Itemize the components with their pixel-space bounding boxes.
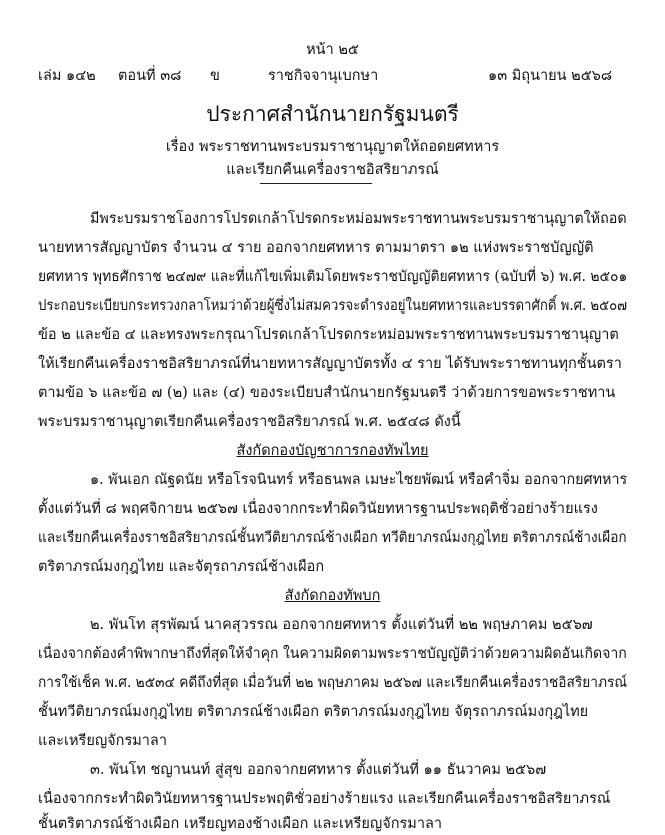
- entry-2-line: ๒. พันโท สุรพัฒน์ นาคสุวรรณ ออกจากยศทหาร ตั้งแต่วันที่ ๒๒ พฤษภาคม ๒๕๖๗: [90, 617, 593, 633]
- announcement-title: ประกาศสำนักนายกรัฐมนตรี: [206, 102, 459, 126]
- entry-1-line: ๑. พันเอก ณัฐดนัย หรือโรจนินทร์ หรือธนพล เมษะไชยพัฒน์ หรือคำจิ่ม ออกจากยศทหาร: [90, 472, 628, 488]
- subject-line-1: เรื่อง พระราชทานพระบรมราชานุญาตให้ถอดยศทหาร: [165, 139, 500, 155]
- entry-3-line: ชั้นตริตาภรณ์ช้างเผือก เหรียญทองช้างเผือก และเหรียญจักรมาลา: [38, 816, 443, 832]
- intro-line: ข้อ ๒ และข้อ ๔ และทรงพระกรุณาโปรดเกล้าโปรดกระหม่อมพระราชทานพระบรมราชานุญาต: [38, 327, 619, 343]
- section-heading-armed-forces: สังกัดกองบัญชาการกองทัพไทย: [236, 443, 429, 459]
- publication-date: ๑๓ มิถุนายน ๒๕๖๘: [488, 68, 613, 84]
- intro-line: พระบรมราชานุญาตเรียกคืนเครื่องราชอิสริยาภรณ์ พ.ศ. ๒๕๔๘ ดังนี้: [38, 414, 461, 430]
- intro-line: นายทหารสัญญาบัตร จำนวน ๔ ราย ออกจากยศทหาร ตามมาตรา ๑๒ แห่งพระราชบัญญัติ: [38, 240, 594, 256]
- entry-1-line: ตั้งแต่วันที่ ๘ พฤศจิกายน ๒๕๖๗ เนื่องจากกระทำผิดวินัยทหารฐานประพฤติชั่วอย่างร้ายแรง: [38, 501, 598, 517]
- entry-1-line: และเรียกคืนเครื่องราชอิสริยาภรณ์ชั้นทวีติยาภรณ์ช้างเผือก ทวีติยาภรณ์มงกุฎไทย ตริตาภรณ์ช้างเผือก: [38, 530, 627, 546]
- intro-line: ตามข้อ ๖ และข้อ ๗ (๒) และ (๔) ของระเบียบสำนักนายกรัฐมนตรี ว่าด้วยการขอพระราชทาน: [38, 385, 616, 401]
- intro-line: มีพระบรมราชโองการโปรดเกล้าโปรดกระหม่อมพระราชทานพระบรมราชานุญาตให้ถอด: [90, 211, 627, 227]
- intro-line: ให้เรียกคืนเครื่องราชอิสริยาภรณ์ที่นายทหารสัญญาบัตรทั้ง ๔ ราย ได้รับพระราชทานทุกชั้นตรา: [38, 356, 622, 372]
- page-number: หน้า ๒๕: [306, 42, 359, 58]
- subject-line-2: และเรียกคืนเครื่องราชอิสริยาภรณ์: [226, 162, 439, 178]
- entry-3-line: ๓. พันโท ชญานนท์ สู่สุข ออกจากยศทหาร ตั้งแต่วันที่ ๑๑ ธันวาคม ๒๕๖๗: [90, 762, 547, 778]
- gazette-name: ราชกิจจานุเบกษา: [268, 68, 379, 84]
- intro-line: ยศทหาร พุทธศักราช ๒๔๗๙ และที่แก้ไขเพิ่มเติมโดยพระราชบัญญัติยศทหาร (ฉบับที่ ๖) พ.ศ. ๒๕๐๑: [38, 269, 628, 285]
- entry-2-line: และเหรียญจักรมาลา: [38, 733, 167, 749]
- part-letter: ข: [210, 68, 220, 84]
- entry-2-line: เนื่องจากต้องคำพิพากษาถึงที่สุดให้จำคุก ในความผิดตามพระราชบัญญัติว่าด้วยความผิดอันเกิดจาก: [38, 646, 627, 662]
- entry-3-line: เนื่องจากกระทำผิดวินัยทหารฐานประพฤติชั่วอย่างร้ายแรง และเรียกคืนเครื่องราชอิสริยาภรณ์: [38, 791, 611, 807]
- section-number: ตอนที่ ๓๘: [118, 68, 182, 84]
- section-heading-army: สังกัดกองทัพบก: [284, 588, 381, 604]
- intro-line: ประกอบระเบียบกระทรวงกลาโหมว่าด้วยผู้ซึ่งไม่สมควรจะดำรงอยู่ในยศทหารและบรรดาศักดิ์ พ.ศ. ๒๕๐๗: [38, 298, 628, 314]
- entry-1-line: ตริตาภรณ์มงกุฎไทย และจัตุรถาภรณ์ช้างเผือก: [38, 559, 325, 575]
- entry-2-line: ชั้นทวีติยาภรณ์มงกุฎไทย ตริตาภรณ์ช้างเผือก ตริตาภรณ์มงกุฎไทย จัตุรถาภรณ์มงกุฎไทย: [38, 704, 589, 720]
- volume-number: เล่ม ๑๔๒: [38, 68, 96, 84]
- title-divider: [260, 183, 372, 184]
- entry-2-line: การใช้เช็ค พ.ศ. ๒๕๓๔ คดีถึงที่สุด เมื่อวันที่ ๒๒ พฤษภาคม ๒๕๖๗ และเรียกคืนเครื่องราชอิสริยาภรณ์: [38, 675, 628, 691]
